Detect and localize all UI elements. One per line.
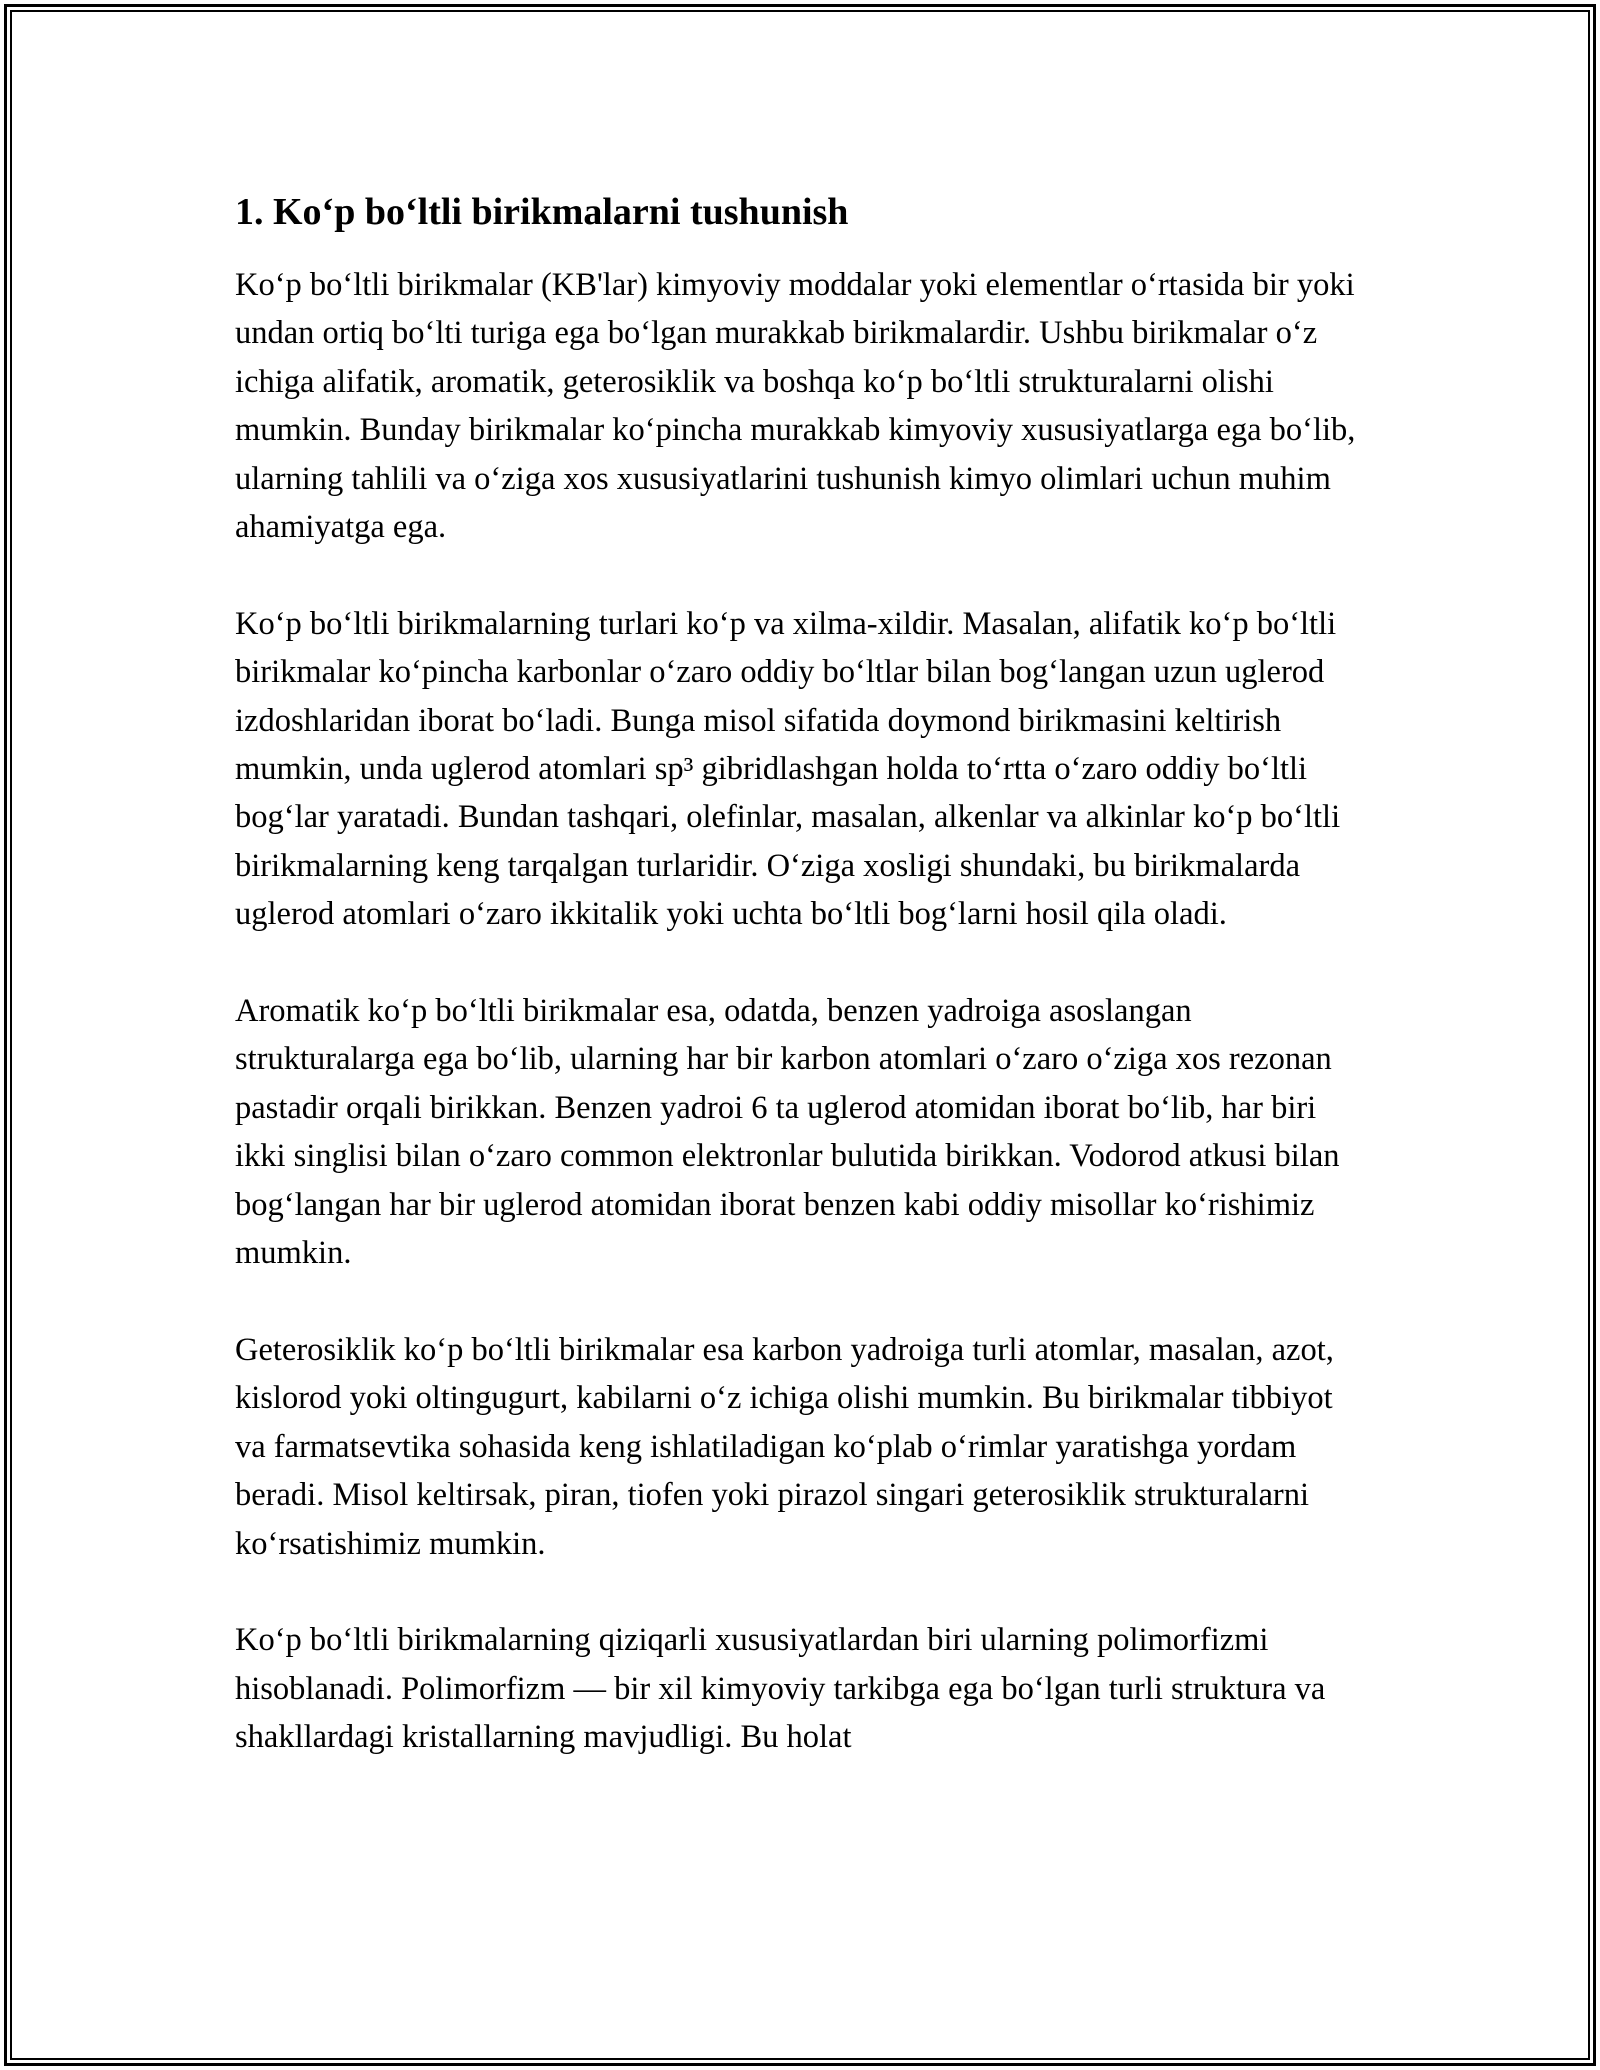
document-body — [235, 185, 1365, 1810]
paragraph-intro: Ko‘p bo‘ltli birikmalar (KB'lar) kimyoviy moddalar yoki elementlar o‘rtasida bir yoki undan ortiq bo‘lti turiga ega bo‘lgan murakkab birikmalardir. Ushbu birikmalar o‘z ichiga alifatik, aromatik, geterosiklik va boshqa ko‘p bo‘ltli strukturalarni olishi mumkin. Bunday birikmalar ko‘pincha murakkab kimyoviy xususiyatlarga ega bo‘lib, ularning tahlili va o‘ziga xos xususiyatlarini tushunish kimyo olimlari uchun muhim ahamiyatga ega. — [235, 267, 1356, 546]
paragraph-aliphatic: Ko‘p bo‘ltli birikmalarning turlari ko‘p va xilma-xildir. Masalan, alifatik ko‘p bo‘ltli birikmalar ko‘pincha karbonlar o‘zaro oddiy bo‘ltlar bilan bog‘langan uzun uglerod izdoshlaridan iborat bo‘ladi. Bunga misol sifatida doymond birikmasini keltirish mumkin, unda uglerod atomlari sp³ gibridlashgan holda to‘rtta o‘zaro oddiy bo‘ltli bog‘lar yaratadi. Bundan tashqari, olefinlar, masalan, alkenlar va alkinlar ko‘p bo‘ltli birikmalarning keng tarqalgan turlaridir. O‘ziga xosligi shundaki, bu birikmalarda uglerod atomlari o‘zaro ikkitalik yoki uchta bo‘ltli bog‘larni hosil qila oladi. — [235, 605, 1341, 933]
paragraph-heterocyclic: Geterosiklik ko‘p bo‘ltli birikmalar esa karbon yadroiga turli atomlar, masalan, azot, kislorod yoki oltingugurt, kabilarni o‘z ichiga olishi mumkin. Bu birikmalar tibbiyot va farmatsevtika sohasida keng ishlatiladigan ko‘plab o‘rimlar yaratishga yordam beradi. Misol keltirsak, piran, tiofen yoki pirazol singari geterosiklik strukturalarni ko‘rsatishimiz mumkin. — [235, 1331, 1334, 1562]
paragraph-aromatic: Aromatik ko‘p bo‘ltli birikmalar esa, odatda, benzen yadroiga asoslangan strukturalarga ega bo‘lib, ularning har bir karbon atomlari o‘zaro o‘ziga xos rezonan pastadir orqali birikkan. Benzen yadroi 6 ta uglerod atomidan iborat bo‘lib, har biri ikki singlisi bilan o‘zaro common elektronlar bulutida birikkan. Vodorod atkusi bilan bog‘langan har bir uglerod atomidan iborat benzen kabi oddiy misollar ko‘rishimiz mumkin. — [235, 993, 1340, 1272]
paragraph-polymorphism: Ko‘p bo‘ltli birikmalarning qiziqarli xususiyatlardan biri ularning polimorfizmi hisoblanadi. Polimorfizm — bir xil kimyoviy tarkibga ega bo‘lgan turli struktura va shakllardagi kristallarning mavjudligi. Bu holat — [235, 1622, 1326, 1756]
section-heading: 1. Ko‘p bo‘ltli birikmalarni tushunish — [235, 191, 849, 233]
